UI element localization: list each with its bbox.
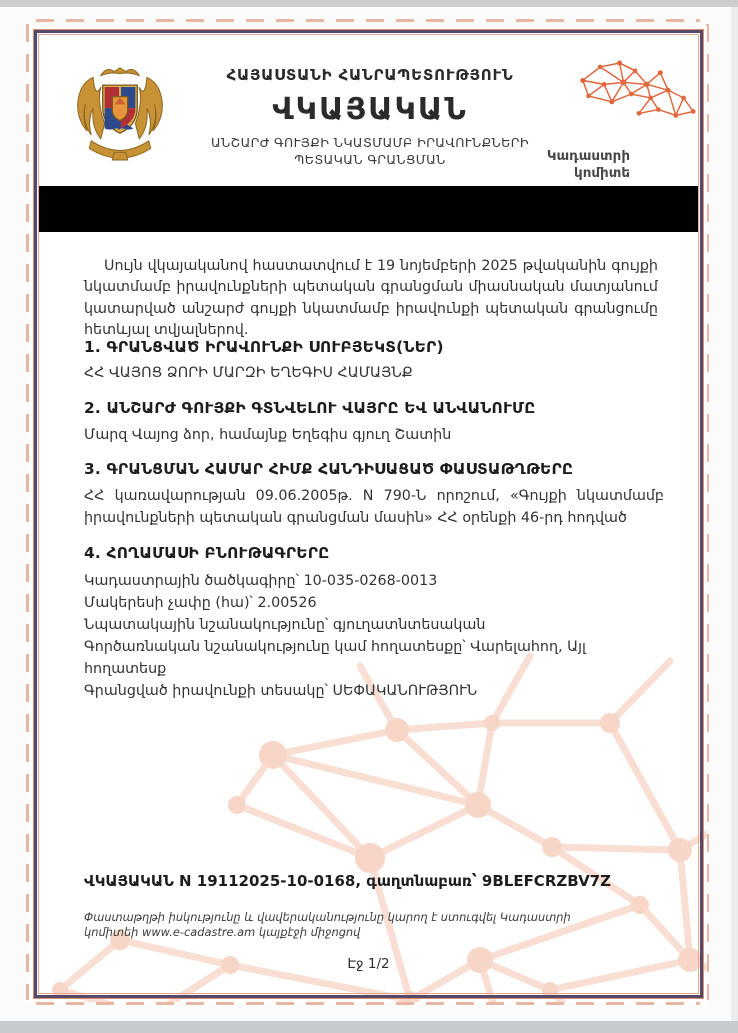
intro-paragraph: Սույն վկայականով հաստատվում է 19 նոյեմբերի 2025 թվականին գույքի նկատմամբ իրավունքների պետական գրանցման միասնական մատյանում կատարված անշարժ գույքի նկատմամբ իրավունքի պետական գրանցումը հետևյալ տվյալներով. [84, 258, 658, 339]
section-2-content: Մարզ Վայոց ձոր, համայնք Եղեգիս գյուղ Շատին [84, 427, 452, 443]
cadastral-code-line: Կադաստրային ծածկագիրը՝ 10-035-0268-0013 [84, 573, 438, 589]
section-3-content: ՀՀ կառավարության 09.06.2005թ. N 790-Ն որոշում, «Գույքի նկատմամբ իրավունքների պետական գրանցման մասին» ՀՀ օրենքի 46-րդ հոդված [84, 488, 664, 526]
page-indicator: Էջ 1/2 [347, 956, 390, 972]
country-title: ՀԱՅԱՍՏԱՆԻ ՀԱՆՐԱՊԵՏՈՒԹՅՈՒՆ [226, 66, 514, 84]
area-size-line: Մակերեսի չափը (հա)՝ 2.00526 [84, 595, 317, 611]
page-perforation-bottom [36, 1002, 700, 1005]
document-subtitle-line2: ՊԵՏԱԿԱՆ ԳՐԱՆՑՄԱՆ [294, 152, 446, 167]
document-title: ՎԿԱՅԱԿԱՆ [272, 92, 468, 127]
certificate-number-line: ՎԿԱՅԱԿԱՆ N 19112025-10-0168, գաղտնաբառ՝ 9BLEFCRZBV7Z [84, 872, 611, 890]
section-4-heading: 4. ՀՈՂԱՄԱՍԻ ԲՆՈՒԹԱԳՐԵՐԸ [84, 544, 330, 562]
logo-text-line1: Կադաստրի [546, 148, 630, 164]
page-perforation-left [26, 24, 29, 1000]
certificate-page [30, 26, 707, 1002]
page-perforation-top [36, 19, 700, 22]
section-1-heading: 1. ԳՐԱՆՑՎԱԾ ԻՐԱՎՈՒՆՔԻ ՍՈՒԲՅԵԿՏ(ՆԵՐ) [84, 338, 444, 356]
section-4-content [84, 570, 664, 702]
cadastre-committee-label [530, 148, 630, 181]
document-subtitle-line1: ԱՆՇԱՐԺ ԳՈՒՅՔԻ ՆԿԱՏՄԱՄԲ ԻՐԱՎՈՒՆՔՆԵՐԻ [211, 135, 529, 150]
registered-right-type-line: Գրանցված իրավունքի տեսակը՝ ՍԵՓԱԿԱՆՈՒԹՅՈՒՆ [84, 683, 478, 699]
armenia-coat-of-arms-icon [72, 60, 168, 164]
cadastre-mesh-icon [575, 56, 701, 134]
functional-purpose-line: Գործառնական նշանակությունը կամ հողատեսքը՝ Վարելահող, Այլ հողատեսք [84, 639, 586, 677]
viewer-top-edge [0, 0, 738, 7]
logo-text-line2: կոմիտե [574, 164, 630, 181]
section-3-heading: 3. ԳՐԱՆՑՄԱՆ ՀԱՄԱՐ ՀԻՄՔ ՀԱՆԴԻՍԱՑԱԾ ՓԱՍՏԱԹՂԹԵՐԸ [84, 460, 574, 478]
section-1-content: ՀՀ ՎԱՅՈՑ ՁՈՐԻ ՄԱՐԶԻ ԵՂԵԳԻՍ ՀԱՄԱՅՆՔ [84, 365, 413, 381]
viewer-bottom-edge [0, 1021, 738, 1033]
verification-note: Փաստաթղթի իսկությունը և վավերականությունը կարող է ստուգվել Կադաստրի կոմիտեի www.e-cadastre.am կայքէջի միջոցով [84, 910, 571, 939]
viewer-right-edge [731, 7, 738, 1021]
designated-purpose-line: Նպատակային նշանակությունը՝ գյուղատնտեսական [84, 617, 486, 633]
section-2-heading: 2. ԱՆՇԱՐԺ ԳՈՒՅՔԻ ԳՏՆՎԵԼՈՒ ՎԱՅՐԸ ԵՎ ԱՆՎԱՆՈՒՄԸ [84, 399, 536, 417]
document-header [170, 66, 570, 168]
cadastre-committee-logo [546, 56, 701, 181]
redaction-bar [38, 186, 698, 232]
